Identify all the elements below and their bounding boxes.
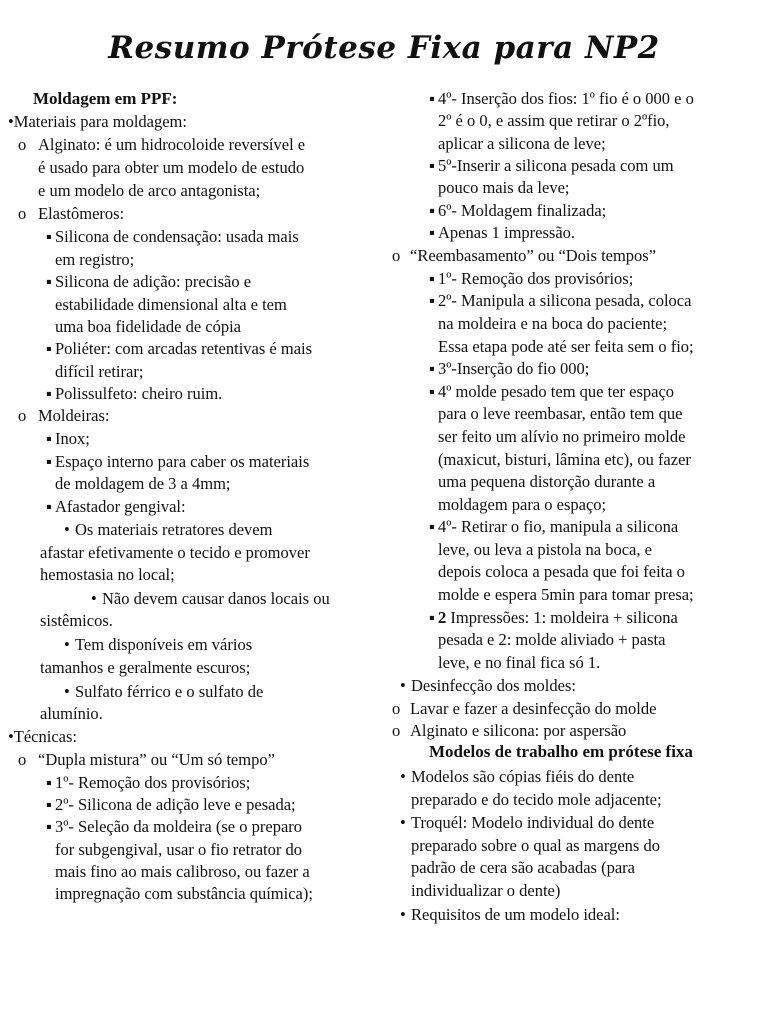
text-line: preparado e do tecido mole adjacente;	[411, 790, 662, 809]
list-item	[18, 134, 305, 156]
bullet-square: ▪	[46, 429, 52, 448]
bullet-square: ▪	[429, 201, 435, 220]
list-item	[46, 338, 312, 360]
list-item	[429, 88, 694, 110]
text-line: 2º é o 0, e assim que retirar o 2ºfio,	[438, 111, 670, 130]
text-line: 3º- Seleção da moldeira (se o preparo	[55, 817, 303, 836]
bullet-circle: o	[18, 750, 27, 769]
text-line: em registro;	[55, 250, 135, 269]
list-item	[64, 634, 252, 656]
bullet-disc: •	[400, 905, 406, 924]
list-item	[392, 698, 656, 720]
bullet-square: ▪	[429, 156, 435, 175]
text-line: sistêmicos.	[40, 611, 113, 630]
text-line: depois coloca a pesada que foi feita o	[438, 562, 685, 581]
bullet-square: ▪	[46, 272, 52, 291]
bullet-disc: •	[400, 767, 406, 786]
text-line: mais fino ao mais calibroso, ou fazer a	[55, 862, 310, 881]
text-line: Inox;	[55, 429, 90, 448]
text-line: Troquél: Modelo individual do dente	[411, 813, 655, 832]
bullet-square: ▪	[46, 817, 52, 836]
text-line: Impressões: 1: moldeira + silicona	[446, 608, 678, 627]
list-item	[429, 155, 674, 177]
text-line: Desinfecção dos moldes:	[411, 676, 576, 695]
text-line: Essa etapa pode até ser feita sem o fio;	[438, 337, 694, 356]
text-line: na moldeira e na boca do paciente;	[438, 314, 668, 333]
text-line: “Dupla mistura” ou “Um só tempo”	[38, 750, 275, 769]
list-item	[46, 772, 250, 794]
list-item	[429, 516, 678, 538]
text-line: tamanhos e geralmente escuros;	[40, 658, 251, 677]
text-line: Requisitos de um modelo ideal:	[411, 905, 620, 924]
list-item	[46, 816, 302, 838]
list-item	[46, 428, 90, 450]
bullet-square: ▪	[429, 517, 435, 536]
bullet-disc: •	[91, 589, 97, 608]
text-line: 5º-Inserir a silicona pesada com um	[438, 156, 674, 175]
list-item	[46, 496, 186, 518]
text-line: leve, ou leva a pistola na boca, e	[438, 540, 652, 559]
text-line: impregnação com substância química);	[55, 884, 313, 903]
list-item	[46, 794, 296, 816]
list-item	[429, 222, 575, 244]
list-item	[429, 268, 633, 290]
list-item	[400, 766, 634, 788]
bullet-square: ▪	[46, 339, 52, 358]
text-line: 1º- Remoção dos provisórios;	[55, 773, 251, 792]
text-line: padrão de cera são acabadas (para	[411, 858, 635, 877]
text-line: aplicar a silicona de leve;	[438, 134, 606, 153]
bullet-square: ▪	[429, 269, 435, 288]
list-item	[64, 681, 263, 703]
bullet-square: ▪	[46, 795, 52, 814]
text-line: individualizar o dente)	[411, 881, 561, 900]
text-line: Silicona de adição: precisão e	[55, 272, 252, 291]
text-line: pouco mais da leve;	[438, 178, 570, 197]
bullet-circle: o	[392, 246, 401, 265]
list-item	[46, 271, 251, 293]
text-line: Alginato: é um hidrocoloide reversível e	[38, 135, 306, 154]
bullet-circle: o	[392, 721, 401, 740]
list-item	[392, 245, 656, 267]
text-line: preparado sobre o qual as margens do	[411, 836, 660, 855]
bullet-square: ▪	[46, 227, 52, 246]
text-line: Materiais para moldagem:	[13, 112, 187, 131]
text-line: 6º- Moldagem finalizada;	[438, 201, 607, 220]
text-line: Moldeiras:	[38, 406, 110, 425]
text-line: Sulfato férrico e o sulfato de	[75, 682, 264, 701]
bold-number: 2	[438, 608, 447, 627]
text-line: difícil retirar;	[55, 362, 144, 381]
text-line: e um modelo de arco antagonista;	[38, 181, 261, 200]
text-line: hemostasia no local;	[40, 565, 175, 584]
text-line: molde e espera 5min para tomar presa;	[438, 585, 694, 604]
text-line: Polissulfeto: cheiro ruim.	[55, 384, 223, 403]
list-item	[429, 358, 589, 380]
bullet-square: ▪	[46, 452, 52, 471]
list-item	[400, 904, 620, 926]
list-item	[18, 405, 110, 427]
text-line: (maxicut, bisturi, lâmina etc), ou fazer	[438, 450, 691, 469]
text-line: Técnicas:	[13, 727, 77, 746]
bullet-disc: •	[400, 676, 406, 695]
text-line: Lavar e fazer a desinfecção do molde	[410, 699, 657, 718]
text-line: 3º-Inserção do fio 000;	[438, 359, 590, 378]
bullet-square: ▪	[429, 291, 435, 310]
list-item	[8, 726, 77, 748]
list-item	[18, 749, 275, 771]
text-line: Apenas 1 impressão.	[438, 223, 576, 242]
text-line: Silicona de condensação: usada mais	[55, 227, 299, 246]
list-item	[18, 203, 124, 225]
bullet-square: ▪	[46, 384, 52, 403]
list-item	[91, 588, 330, 610]
list-item	[429, 381, 674, 403]
bullet-disc: •	[400, 813, 406, 832]
text-line: 4º molde pesado tem que ter espaço	[438, 382, 675, 401]
text-line: para o leve reembasar, então tem que	[438, 404, 683, 423]
bullet-square: ▪	[429, 359, 435, 378]
text-line: Não devem causar danos locais ou	[102, 589, 330, 608]
text-line: alumínio.	[40, 704, 103, 723]
text-line: Poliéter: com arcadas retentivas é mais	[55, 339, 313, 358]
text-line: pesada e 2: molde aliviado + pasta	[438, 630, 666, 649]
bullet-square: ▪	[46, 773, 52, 792]
section-heading: Modelos de trabalho em prótese fixa	[429, 742, 693, 761]
bullet-disc: •	[64, 682, 70, 701]
text-line: moldagem para o espaço;	[438, 495, 607, 514]
bullet-circle: o	[392, 699, 401, 718]
text-line: “Reembasamento” ou “Dois tempos”	[410, 246, 657, 265]
bullet-square: ▪	[429, 608, 435, 627]
text-line: 4º- Retirar o fio, manipula a silicona	[438, 517, 679, 536]
text-line: de moldagem de 3 a 4mm;	[55, 474, 231, 493]
list-item	[46, 451, 309, 473]
bullet-square: ▪	[429, 223, 435, 242]
page-title: Resumo Prótese Fixa para NP2	[108, 30, 660, 66]
list-item	[46, 226, 299, 248]
text-line: Espaço interno para caber os materiais	[55, 452, 310, 471]
text-line: Alginato e silicona: por aspersão	[410, 721, 627, 740]
text-line: estabilidade dimensional alta e tem	[55, 295, 287, 314]
bullet-disc: •	[64, 635, 70, 654]
bullet-square: ▪	[429, 89, 435, 108]
section-heading: Moldagem em PPF:	[33, 89, 178, 108]
text-line: Os materiais retratores devem	[75, 520, 273, 539]
list-item	[400, 812, 654, 834]
text-line: 4º- Inserção dos fios: 1º fio é o 000 e o	[438, 89, 694, 108]
text-line: ser feito um alívio no primeiro molde	[438, 427, 686, 446]
text-line: uma boa fidelidade de cópia	[55, 317, 242, 336]
list-item	[400, 675, 576, 697]
list-item	[429, 607, 678, 629]
bullet-circle: o	[18, 406, 27, 425]
bullet-disc: •	[8, 727, 14, 746]
text-line: 2º- Silicona de adição leve e pesada;	[55, 795, 296, 814]
list-item	[392, 720, 626, 742]
text-line: Afastador gengival:	[55, 497, 186, 516]
text-line: Modelos são cópias fiéis do dente	[411, 767, 635, 786]
text-line: 2º- Manipula a silicona pesada, coloca	[438, 291, 692, 310]
list-item	[429, 200, 606, 222]
list-item	[46, 383, 222, 405]
bullet-disc: •	[8, 112, 14, 131]
text-line: Elastômeros:	[38, 204, 125, 223]
text-line: 1º- Remoção dos provisórios;	[438, 269, 634, 288]
list-item	[64, 519, 272, 541]
bullet-square: ▪	[46, 497, 52, 516]
bullet-circle: o	[18, 204, 27, 223]
text-line: Tem disponíveis em vários	[75, 635, 253, 654]
text-line: é usado para obter um modelo de estudo	[38, 158, 305, 177]
text-line: afastar efetivamente o tecido e promover	[40, 543, 310, 562]
list-item	[8, 111, 187, 133]
text-line: for subgengival, usar o fio retrator do	[55, 840, 302, 859]
bullet-square: ▪	[429, 382, 435, 401]
bullet-disc: •	[64, 520, 70, 539]
bullet-circle: o	[18, 135, 27, 154]
text-line: leve, e no final fica só 1.	[438, 653, 601, 672]
list-item	[429, 290, 691, 312]
text-line: uma pequena distorção durante a	[438, 472, 656, 491]
